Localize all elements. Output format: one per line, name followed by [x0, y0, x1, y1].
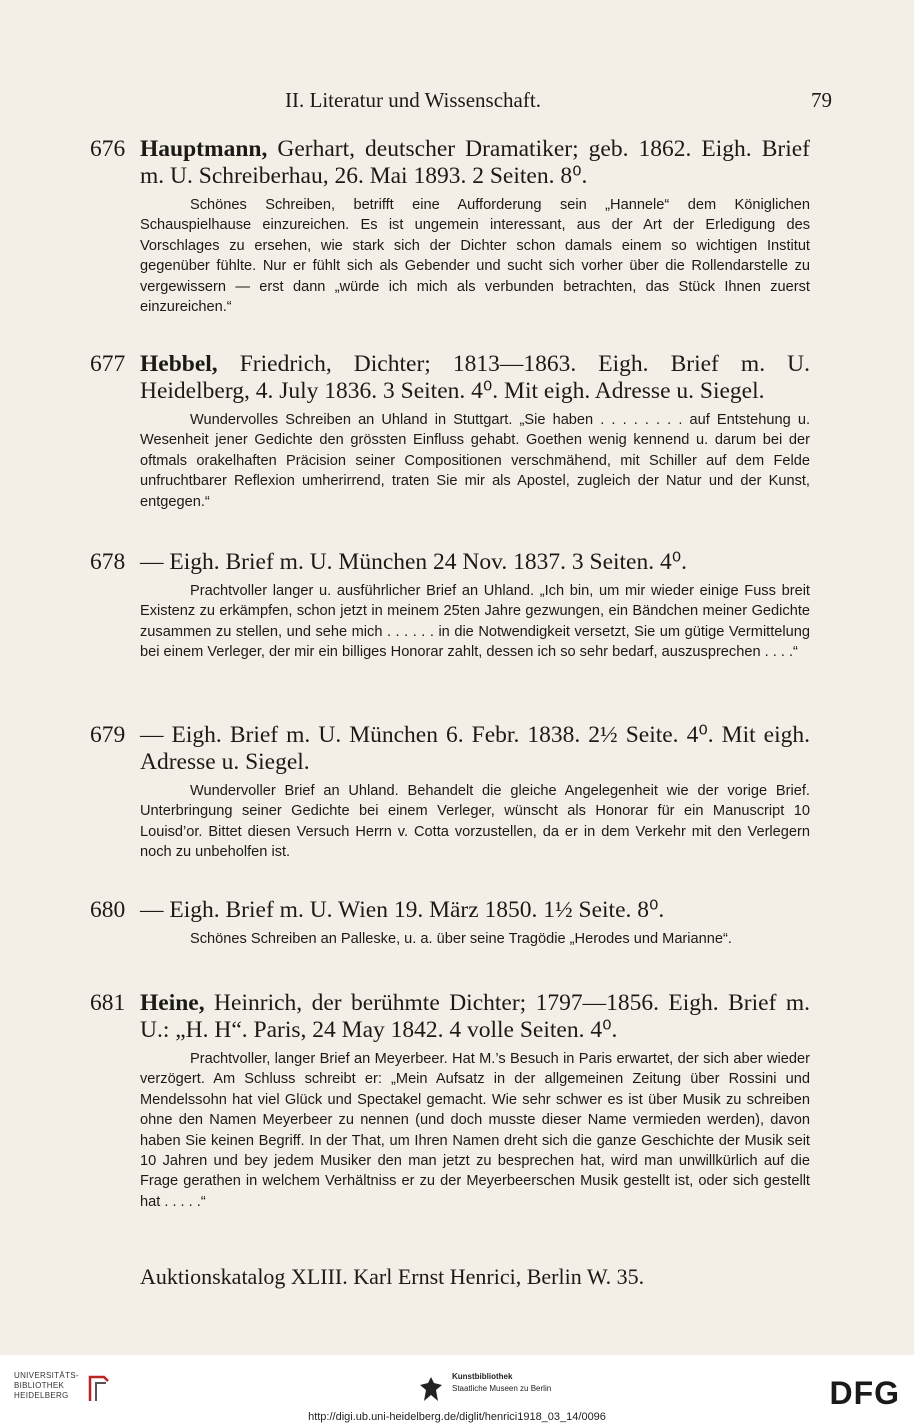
kb-subtitle: Staatliche Museen zu Berlin [452, 1384, 552, 1393]
lot-title: — Eigh. Brief m. U. München 6. Febr. 1838. 2½ Seite. 4⁰. Mit eigh. Adresse u. Siegel. [140, 722, 810, 775]
lot-number: 677 [90, 351, 126, 377]
lot-description: Schönes Schreiben an Palleske, u. a. über seine Tragödie „Herodes und Marianne“. [190, 931, 732, 947]
lot-title: Gerhart, deutscher Dramatiker; geb. 1862. Eigh. Brief m. U. Schreiberhau, 26. Mai 1893. 2 Seiten. 8⁰. [140, 136, 810, 189]
eagle-icon [418, 1375, 444, 1403]
lot-heading [90, 549, 810, 576]
section-title: II. Literatur und Wissenschaft. [285, 88, 541, 112]
lot-description: Prachtvoller, langer Brief an Meyerbeer. Hat M.’s Besuch in Paris erwartet, der sich aber wieder verzögert. Am Schluss schreibt er: „Mein Aufsatz in der allgemeinen Zeitung über Rossini und Mendelssohn hat viel Glück und Spectakel gemacht. Wie sehr schwer es ist über Musik zu schreiben ohne den Namen Meyerbeer zu nennen (und doch musste dieser Name vermieden werden), davon haben Sie keinen Begriff. In der That, um Ihren Namen dreht sich die ganze Geschichte der Musik seit 10 Jahren und bey jedem Musiker den man jetzt zu besprechen hat, wird man unwillkürlich auf die Frage gerathen in welchem Verhältniss er zu der Meyerbeerschen Musik gestellt ist, oder sich gestellt hat . . . . .“ [140, 1051, 810, 1210]
catalog-footer-line: Auktionskatalog XLIII. Karl Ernst Henrici, Berlin W. 35. [140, 1264, 645, 1289]
lot-entry-681 [90, 990, 810, 1212]
library-emblem-icon [86, 1373, 112, 1403]
lot-title: — Eigh. Brief m. U. München 24 Nov. 1837. 3 Seiten. 4⁰. [140, 549, 688, 575]
lot-heading [90, 722, 810, 776]
lot-number: 678 [90, 549, 126, 575]
lot-number: 679 [90, 722, 126, 748]
viewer-footer [0, 1355, 914, 1427]
lot-heading [90, 351, 810, 405]
lot-entry-676 [90, 136, 810, 317]
page-url[interactable]: http://digi.ub.uni-heidelberg.de/diglit/henrici1918_03_14/0096 [308, 1411, 606, 1423]
lot-entry-680 [90, 897, 810, 949]
lot-description: Wundervoller Brief an Uhland. Behandelt die gleiche Angelegenheit wie der vorige Brief. Unterbringung seiner Gedichte bei einem Verleger, wünscht als Honorar für ein Manuscript 10 Louisd’or. Bittet diesen Versuch Herrn v. Cotta vorzustellen, da er in dem Verkehr mit den Verlegern noch zu unbeholfen ist. [140, 783, 810, 861]
lot-entry-679 [90, 722, 810, 863]
author-name: Hauptmann, [140, 136, 268, 162]
lot-number: 680 [90, 897, 126, 923]
lot-description: Prachtvoller langer u. ausführlicher Brief an Uhland. „Ich bin, um mir wieder einige Fuss breit Existenz zu erkämpfen, schon jetzt in meinem 25ten Jahre gezwungen, ein Bändchen meiner Gedichte zusammen zu stellen, und sehe mich . . . . . . in die Notwendigkeit versetzt, Sie um gütige Vermittelung bei einem Verleger, der mir ein billiges Honorar zahlt, dessen ich so sehr bedarf, auszusprechen . . . .“ [140, 583, 810, 661]
dfg-logo[interactable]: DFG [829, 1375, 900, 1411]
university-name: UNIVERSITÄTS- BIBLIOTHEK HEIDELBERG [14, 1371, 79, 1400]
kb-name: Kunstbibliothek [452, 1372, 513, 1381]
lot-entry-677 [90, 351, 810, 512]
lot-description: Schönes Schreiben, betrifft eine Aufforderung sein „Hannele“ dem Königlichen Schauspielhause einzureichen. Es ist ungemein interessant, aus der Art der Erledigung des Vorschlages zu ersehen, wie stark sich der Dichter schon damals einem so wichtigen Institut gegenüber fühlte. Nur er fühlt sich als Gebender und sucht sich vorher über die Rollendarstelle zu vergewissern — erst dann „würde ich mich als verbunden betrachten, das Stück Ihnen zuerst einzureichen.“ [140, 197, 810, 316]
author-name: Hebbel, [140, 351, 218, 377]
lot-description: Wundervolles Schreiben an Uhland in Stuttgart. „Sie haben . . . . . . . . auf Entstehung u. Wesenheit jener Gedichte den grössten Einfluss gehabt. Goethen wenig kennend u. darum bei der oftmals orakelhaften Präcision seiner Compositionen verschmähend, mit Schiller auf dem Felde unfruchtbarer Reflexion umherirrend, traten Sie mir als Apostel, zugleich der Natur und der Kunst, entgegen.“ [140, 412, 810, 510]
lot-number: 676 [90, 136, 126, 162]
page-number: 79 [811, 88, 832, 112]
university-library-logo[interactable] [14, 1371, 124, 1401]
lot-entry-678 [90, 549, 810, 663]
lot-number: 681 [90, 990, 126, 1016]
author-name: Heine, [140, 990, 205, 1016]
running-header [90, 88, 832, 118]
lot-heading [90, 990, 810, 1044]
lot-heading [90, 897, 810, 924]
lot-title: — Eigh. Brief m. U. Wien 19. März 1850. 1½ Seite. 8⁰. [140, 897, 665, 923]
lot-heading [90, 136, 810, 190]
lot-title: Friedrich, Dichter; 1813—1863. Eigh. Brief m. U. Heidelberg, 4. July 1836. 3 Seiten. 4⁰. Mit eigh. Adresse u. Siegel. [140, 351, 810, 404]
lot-title: Heinrich, der berühmte Dichter; 1797—1856. Eigh. Brief m. U.: „H. H“. Paris, 24 May 1842. 4 volle Seiten. 4⁰. [140, 990, 810, 1043]
